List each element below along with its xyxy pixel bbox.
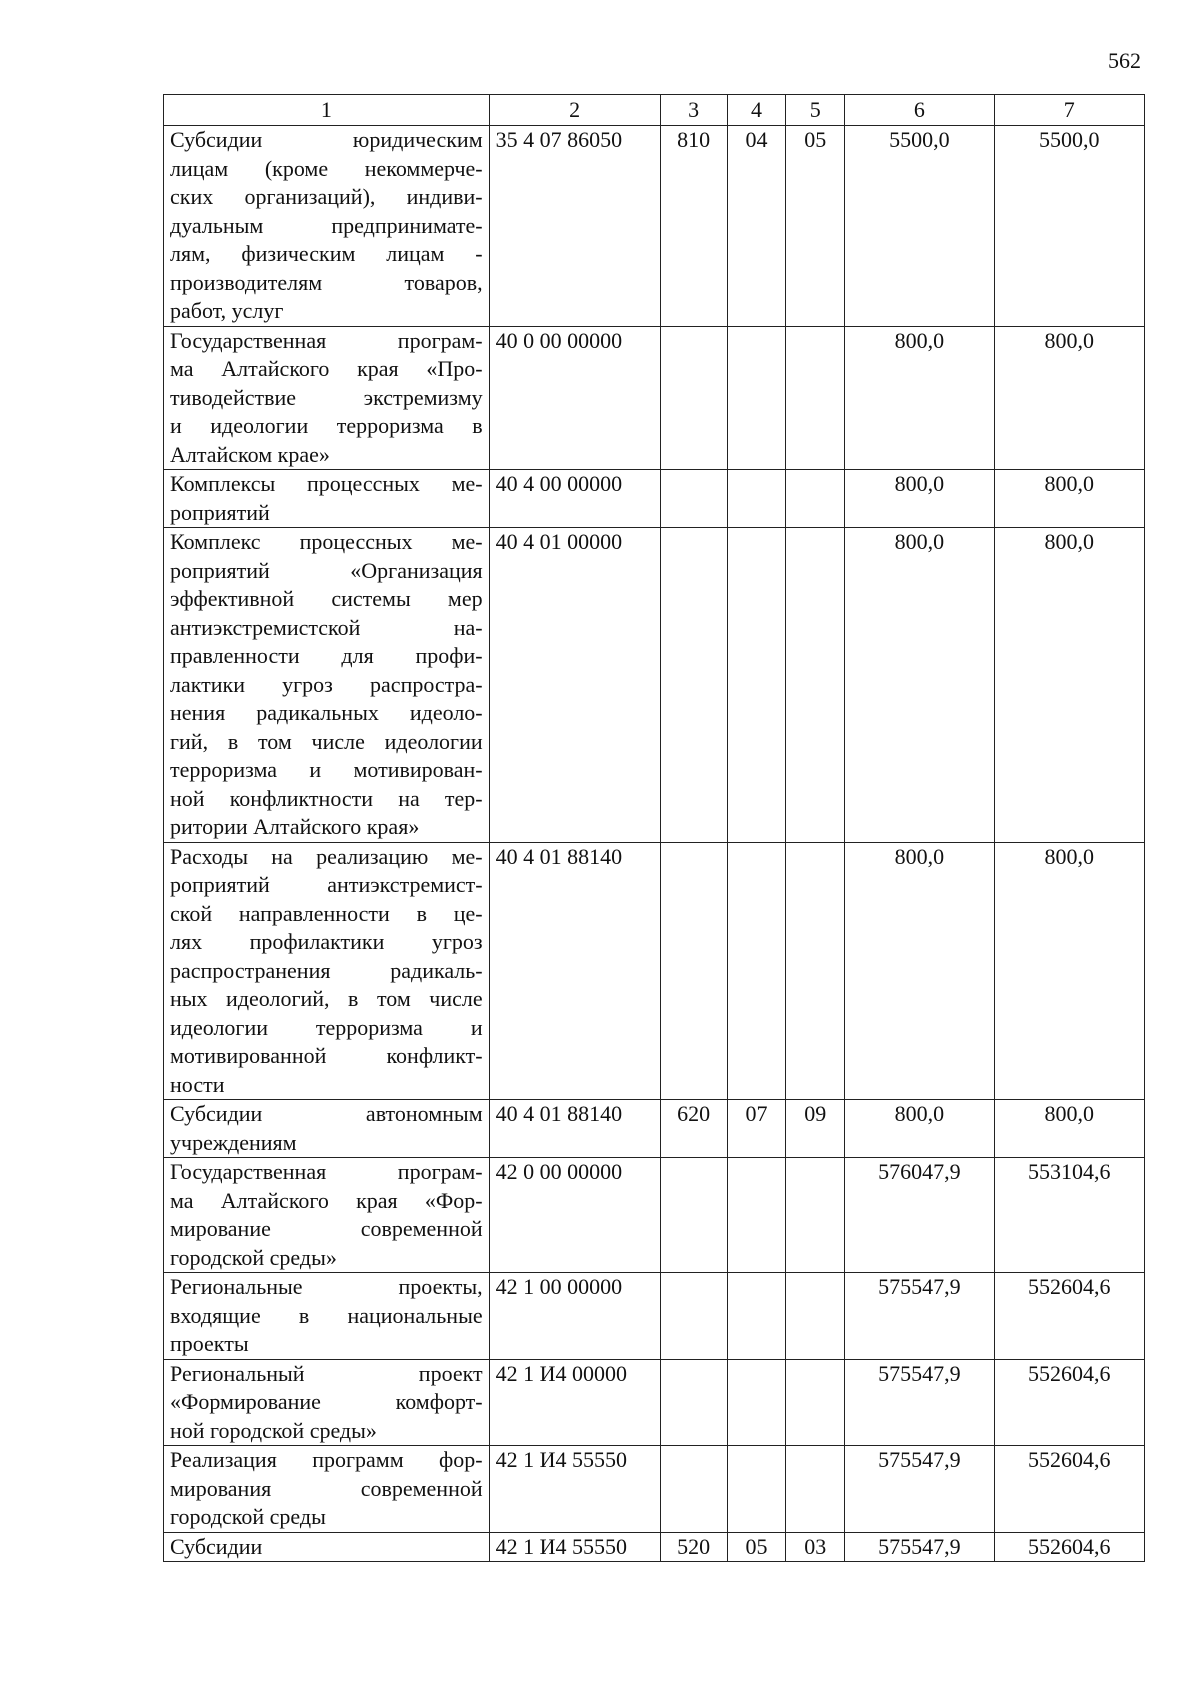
row-name-line: терроризма и мотивирован- [170, 757, 483, 782]
row-name-line: ма Алтайского края «Про- [170, 356, 483, 381]
row-col6-cell: 575547,9 [845, 1532, 994, 1562]
row-name-line: входящие в национальные [170, 1302, 483, 1328]
row-code-cell: 40 4 01 00000 [489, 528, 660, 843]
row-name-line: эффективной системы мер [170, 586, 483, 611]
row-name-cell [164, 1359, 490, 1446]
row-name-line: роприятий антиэкстремист- [170, 872, 483, 897]
row-col5-cell: 03 [786, 1532, 845, 1562]
row-name-line: работ, услуг [170, 298, 284, 323]
row-name-line: Региональные проекты, [170, 1274, 483, 1299]
row-col5-cell [786, 1359, 845, 1446]
row-col5-cell: 09 [786, 1100, 845, 1158]
row-col6-cell: 800,0 [845, 842, 994, 1100]
row-col3-cell [660, 1158, 727, 1273]
row-name-line: тиводействие экстремизму [170, 384, 483, 410]
row-name-line: ских организаций), индиви- [170, 184, 483, 209]
row-name-cell [164, 528, 490, 843]
row-name-line: дуальным предпринимате- [170, 212, 483, 238]
row-code-cell: 42 1 И4 55550 [489, 1446, 660, 1533]
row-name-line: ности [170, 1071, 225, 1097]
row-col5-cell [786, 470, 845, 528]
row-code-cell: 42 0 00 00000 [489, 1158, 660, 1273]
row-col5-cell: 05 [786, 126, 845, 327]
row-col6-cell: 576047,9 [845, 1158, 994, 1273]
row-col6-cell: 575547,9 [845, 1359, 994, 1446]
row-col6-cell: 800,0 [845, 470, 994, 528]
row-name-cell [164, 126, 490, 327]
row-col7-cell: 800,0 [994, 470, 1144, 528]
row-col4-cell [727, 528, 786, 843]
table-row [164, 1532, 1145, 1562]
table-row [164, 326, 1145, 470]
row-name-line: нения радикальных идеоло- [170, 700, 483, 725]
row-col7-cell: 5500,0 [994, 126, 1144, 327]
column-header-2: 2 [489, 95, 660, 126]
row-col6-cell: 800,0 [845, 326, 994, 470]
row-name-line: Субсидии юридическим [170, 127, 483, 152]
row-code-cell: 42 1 00 00000 [489, 1273, 660, 1360]
column-header-6: 6 [845, 95, 994, 126]
row-name-line: проекты [170, 1331, 249, 1356]
row-name-line: лицам (кроме некоммерче- [170, 155, 483, 181]
row-name-line: ной конфликтности на тер- [170, 785, 483, 811]
row-name-cell [164, 470, 490, 528]
row-code-cell: 35 4 07 86050 [489, 126, 660, 327]
table-row [164, 1359, 1145, 1446]
row-col3-cell [660, 1359, 727, 1446]
row-name-line: городской среды» [170, 1244, 337, 1270]
row-code-cell: 42 1 И4 00000 [489, 1359, 660, 1446]
row-col6-cell: 575547,9 [845, 1446, 994, 1533]
row-name-cell [164, 1532, 490, 1562]
table-row [164, 528, 1145, 843]
row-col4-cell: 04 [727, 126, 786, 327]
row-name-line: ных идеологий, в том числе [170, 986, 483, 1011]
row-col7-cell: 553104,6 [994, 1158, 1144, 1273]
row-col5-cell [786, 1158, 845, 1273]
table-row [164, 842, 1145, 1100]
row-col5-cell [786, 1446, 845, 1533]
row-col5-cell [786, 1273, 845, 1360]
row-name-line: ритории Алтайского края» [170, 814, 420, 839]
row-col3-cell: 620 [660, 1100, 727, 1158]
table-row [164, 1273, 1145, 1360]
row-code-cell: 40 4 01 88140 [489, 1100, 660, 1158]
row-col6-cell: 800,0 [845, 528, 994, 843]
row-col4-cell [727, 1446, 786, 1533]
row-col5-cell [786, 528, 845, 843]
row-col4-cell [727, 326, 786, 470]
row-col6-cell: 800,0 [845, 1100, 994, 1158]
row-name-cell [164, 1158, 490, 1273]
table-row [164, 1100, 1145, 1158]
row-col7-cell: 800,0 [994, 1100, 1144, 1158]
row-name-line: лям, физическим лицам - [170, 241, 483, 266]
row-col7-cell: 800,0 [994, 528, 1144, 843]
row-col4-cell: 07 [727, 1100, 786, 1158]
row-name-line: мирования современной [170, 1475, 483, 1501]
row-name-line: ной городской среды» [170, 1417, 377, 1443]
row-col6-cell: 5500,0 [845, 126, 994, 327]
row-name-line: Комплекс процессных ме- [170, 529, 483, 554]
row-name-line: учреждениям [170, 1129, 297, 1155]
row-col7-cell: 552604,6 [994, 1359, 1144, 1446]
row-name-line: лактики угроз распростра- [170, 671, 483, 697]
row-name-line: роприятий [170, 499, 270, 525]
row-col3-cell [660, 326, 727, 470]
row-name-line: Комплексы процессных ме- [170, 471, 483, 496]
row-col3-cell [660, 528, 727, 843]
row-name-line: Расходы на реализацию ме- [170, 843, 483, 869]
row-col4-cell [727, 1158, 786, 1273]
table-body [164, 126, 1145, 1562]
row-col5-cell [786, 842, 845, 1100]
row-name-line: Субсидии автономным [170, 1101, 483, 1126]
budget-table [163, 94, 1145, 1562]
row-name-line: Алтайском крае» [170, 441, 330, 467]
row-col6-cell: 575547,9 [845, 1273, 994, 1360]
row-name-line: городской среды [170, 1504, 326, 1529]
header-row [164, 95, 1145, 126]
table-row [164, 1446, 1145, 1533]
row-col3-cell: 520 [660, 1532, 727, 1562]
row-name-line: роприятий «Организация [170, 557, 483, 583]
row-name-line: ской направленности в це- [170, 900, 483, 926]
row-name-line: распространения радикаль- [170, 957, 483, 983]
column-header-5: 5 [786, 95, 845, 126]
row-name-line: и идеологии терроризма в [170, 413, 483, 438]
row-name-line: Государственная програм- [170, 327, 483, 353]
row-name-cell [164, 326, 490, 470]
row-code-cell: 40 4 01 88140 [489, 842, 660, 1100]
row-name-line: ма Алтайского края «Фор- [170, 1187, 483, 1213]
row-col7-cell: 800,0 [994, 326, 1144, 470]
row-name-line: мотивированной конфликт- [170, 1043, 483, 1068]
row-col7-cell: 552604,6 [994, 1446, 1144, 1533]
row-name-line: антиэкстремистской на- [170, 614, 483, 640]
row-col3-cell [660, 470, 727, 528]
row-name-line: Реализация программ фор- [170, 1447, 483, 1472]
row-name-line: идеологии терроризма и [170, 1014, 483, 1040]
row-name-line: лях профилактики угроз [170, 929, 483, 954]
row-col7-cell: 552604,6 [994, 1273, 1144, 1360]
row-col7-cell: 552604,6 [994, 1532, 1144, 1562]
row-name-line: производителям товаров, [170, 269, 483, 295]
column-header-7: 7 [994, 95, 1144, 126]
row-name-line: мирование современной [170, 1216, 483, 1241]
row-col3-cell [660, 1273, 727, 1360]
row-code-cell: 40 4 00 00000 [489, 470, 660, 528]
table-row [164, 126, 1145, 327]
row-name-cell [164, 1446, 490, 1533]
column-header-1: 1 [164, 95, 490, 126]
row-code-cell: 40 0 00 00000 [489, 326, 660, 470]
table-row [164, 470, 1145, 528]
row-code-cell: 42 1 И4 55550 [489, 1532, 660, 1562]
row-name-line: Региональный проект [170, 1360, 483, 1386]
column-header-3: 3 [660, 95, 727, 126]
row-name-line: гий, в том числе идеологии [170, 728, 483, 754]
column-header-4: 4 [727, 95, 786, 126]
table-row [164, 1158, 1145, 1273]
row-col4-cell [727, 470, 786, 528]
row-col3-cell: 810 [660, 126, 727, 327]
page-number: 562 [1108, 48, 1141, 73]
row-col4-cell [727, 842, 786, 1100]
row-col4-cell: 05 [727, 1532, 786, 1562]
row-name-line: Субсидии [170, 1533, 263, 1559]
row-name-line: правленности для профи- [170, 643, 483, 668]
row-name-cell [164, 1100, 490, 1158]
row-name-cell [164, 842, 490, 1100]
row-col5-cell [786, 326, 845, 470]
row-name-line: Государственная програм- [170, 1159, 483, 1184]
row-col3-cell [660, 1446, 727, 1533]
row-col7-cell: 800,0 [994, 842, 1144, 1100]
row-col3-cell [660, 842, 727, 1100]
row-name-line: «Формирование комфорт- [170, 1389, 483, 1414]
row-col4-cell [727, 1273, 786, 1360]
row-name-cell [164, 1273, 490, 1360]
row-col4-cell [727, 1359, 786, 1446]
